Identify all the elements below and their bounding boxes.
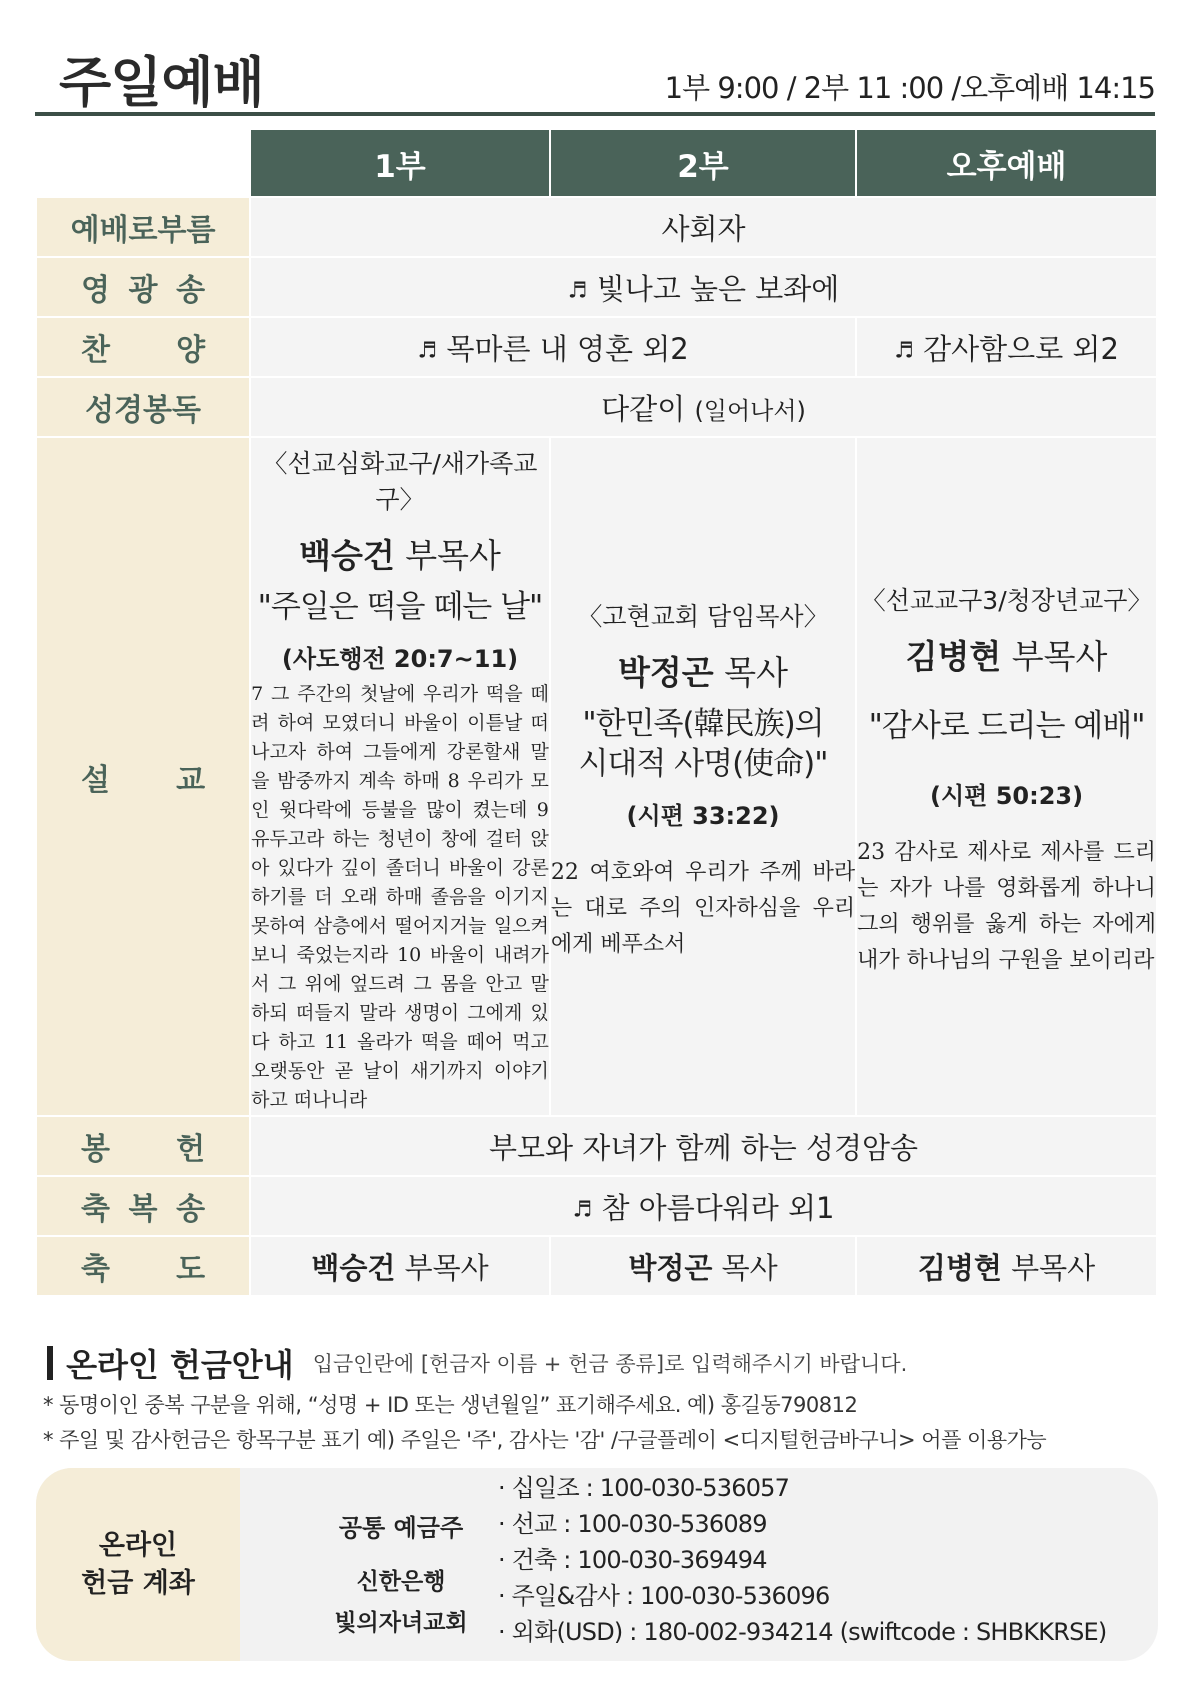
sermon-col-1 <box>251 438 549 1115</box>
table-row <box>37 378 1156 436</box>
account-list <box>498 1470 1106 1650</box>
church-name: 〈선교교구3/청장년교구〉 <box>860 585 1153 615</box>
service-times: 1부 9:00 / 2부 11 :00 /오후예배 14:15 <box>664 71 1155 105</box>
music-note-icon: ♬ <box>894 338 914 363</box>
pastor-name: 백승건 부목사 <box>299 536 501 575</box>
header-blank-cell <box>37 130 249 196</box>
music-note-icon: ♬ <box>567 278 588 303</box>
row-label-blessing-song: 축 복 송 <box>37 1177 249 1235</box>
church-name: 〈고현교회 담임목사〉 <box>577 601 829 631</box>
praise-value-12 <box>251 318 855 376</box>
offering-value: 부모와 자녀가 함께 하는 성경암송 <box>251 1117 1156 1175</box>
holder-name: 빛의자녀교회 <box>334 1610 468 1636</box>
table-row <box>37 198 1156 256</box>
scripture-text: 22 여호와여 우리가 주께 바라는 대로 주의 인자하심을 우리에게 베푸소서 <box>550 859 856 957</box>
blessing-song-value <box>251 1177 1156 1235</box>
reading-text: 다같이 <box>601 391 686 426</box>
account-label: 온라인 헌금 계좌 <box>36 1468 240 1661</box>
column-header-2: 2부 <box>551 130 855 196</box>
scripture-text: 7 그 주간의 첫날에 우리가 떡을 떼려 하여 모였더니 바울이 이튿날 떠나고자 하여 그들에게 강론할새 말을 밤중까지 계속 하매 8 우리가 모인 윗다락에 등불을 많이 켰는데 9 유두고라 하는 청년이 창에 걸터 앉아 있다가 깊이 졸더니 바울이 강론하기를 더 오래 하매 졸음을 이기지 못하여 삼층에서 떨어지거늘 일으켜보니 죽었는지라 10 바울이 내려가서 그 위에 엎드려 그 몸을 안고 말하되 떠들지 말라 생명이 그에게 있다 하고 11 올라가 떡을 떼어 먹고 오랫동안 곧 날이 새기까지 이야기하고 떠나니라 <box>251 683 549 1111</box>
music-note-icon: ♬ <box>417 338 438 363</box>
column-header-pm: 오후예배 <box>857 130 1156 196</box>
row-label-glory: 영 광 송 <box>37 258 249 316</box>
benediction-2: 박정곤 목사 <box>551 1237 855 1295</box>
sermon-title: "감사로 드리는 예배" <box>868 707 1145 744</box>
benediction-1: 백승건 부목사 <box>251 1237 549 1295</box>
sermon-title: "주일은 떡을 떼는 날" <box>257 589 543 625</box>
scripture-text: 23 감사로 제사로 제사를 드리는 자가 나를 영화롭게 하나니 그의 행위를 옳게 하는 자에게 내가 하나님의 구원을 보이리라 <box>857 839 1156 973</box>
list-item: · 건축 : 100-030-369494 <box>498 1542 1106 1578</box>
benediction-pm: 김병현 부목사 <box>857 1237 1156 1295</box>
glory-song-title: 빛나고 높은 보좌에 <box>596 271 840 306</box>
row-label-praise: 찬 양 <box>37 318 249 376</box>
row-label-offering: 봉 헌 <box>37 1117 249 1175</box>
scripture-ref: (사도행전 20:7~11) <box>281 645 519 673</box>
list-item: · 외화(USD) : 180-002-934214 (swiftcode : SHBKKRSE) <box>498 1614 1106 1650</box>
reading-value <box>251 378 1156 436</box>
pastor-name: 박정곤 목사 <box>618 652 788 692</box>
online-notes <box>43 1388 1046 1458</box>
pastor-name: 김병현 부목사 <box>905 636 1108 676</box>
scripture-ref: (시편 50:23) <box>930 781 1084 810</box>
account-box <box>36 1468 1158 1661</box>
online-note-1: * 동명이인 중복 구분을 위해, “성명 + ID 또는 생년월일” 표기해주세요. 예) 홍길동790812 <box>43 1393 858 1417</box>
table-row <box>37 258 1156 316</box>
online-subheading: 입금인란에 [헌금자 이름 + 헌금 종류]로 입력해주시기 바랍니다. <box>312 1352 908 1376</box>
list-item: · 주일&감사 : 100-030-536096 <box>498 1578 1106 1614</box>
reading-note: (일어나서) <box>694 396 806 425</box>
list-item: · 십일조 : 100-030-536057 <box>498 1470 1106 1506</box>
music-note-icon: ♬ <box>572 1197 593 1222</box>
praise-song-title: 목마른 내 영혼 외2 <box>446 331 689 366</box>
sermon-col-2 <box>551 438 855 1115</box>
worship-order-table <box>35 128 1158 1297</box>
table-row <box>37 318 1156 376</box>
blessing-song-title: 참 아름다워라 외1 <box>601 1190 835 1225</box>
sermon-title: "한민족(韓民族)의 시대적 사명(使命)" <box>578 705 828 782</box>
row-label-call: 예배로부름 <box>37 198 249 256</box>
online-note-2: * 주일 및 감사헌금은 항목구분 표기 예) 주일은 '주', 감사는 '감' /구글플레이 <디지털헌금바구니> 어플 이용가능 <box>43 1428 1047 1452</box>
online-offering-section <box>47 1340 1157 1386</box>
header <box>35 40 1155 116</box>
row-label-reading: 성경봉독 <box>37 378 249 436</box>
praise-value-pm <box>857 318 1156 376</box>
bank-name: 신한은행 <box>356 1569 446 1595</box>
table-row <box>37 1117 1156 1175</box>
table-header-row <box>37 130 1156 196</box>
online-heading: 온라인 헌금안내 <box>66 1346 294 1384</box>
table-row <box>37 1237 1156 1295</box>
glory-value <box>251 258 1156 316</box>
table-row <box>37 1177 1156 1235</box>
call-value: 사회자 <box>251 198 1156 256</box>
account-holder <box>296 1508 506 1637</box>
holder-title: 공통 예금주 <box>338 1514 464 1542</box>
praise-song-title-pm: 감사함으로 외2 <box>923 331 1119 366</box>
row-label-benediction: 축 도 <box>37 1237 249 1295</box>
list-item: · 선교 : 100-030-536089 <box>498 1506 1106 1542</box>
page-title: 주일예배 <box>59 51 264 114</box>
sermon-col-3 <box>857 438 1156 1115</box>
church-name: 〈선교심화교구/새가족교구〉 <box>262 449 538 514</box>
scripture-ref: (시편 33:22) <box>626 801 780 830</box>
table-row-sermon <box>37 438 1156 1115</box>
row-label-sermon: 설 교 <box>37 438 249 1115</box>
column-header-1: 1부 <box>251 130 549 196</box>
section-bar <box>47 1346 53 1380</box>
